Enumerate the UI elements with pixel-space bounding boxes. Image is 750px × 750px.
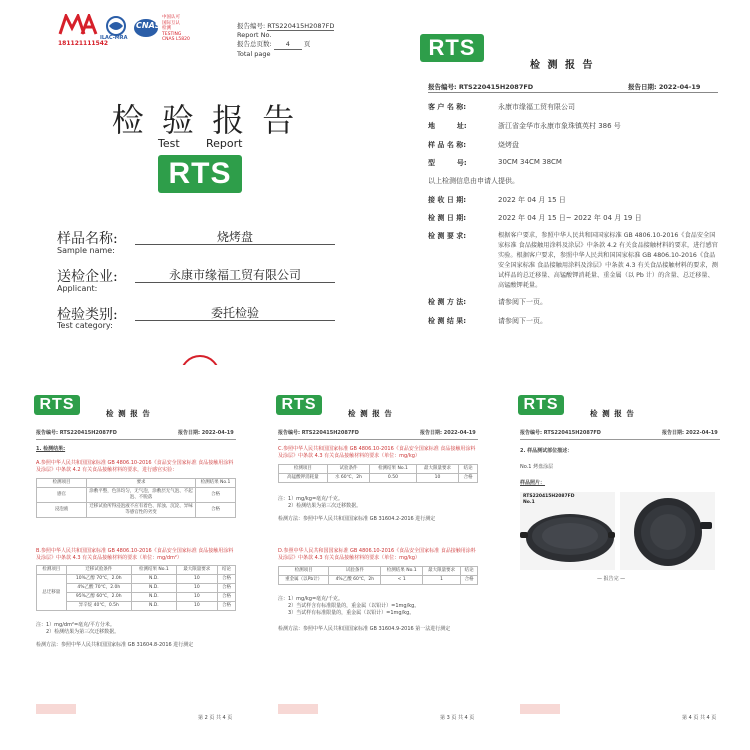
p1-customer-value: 永康市缘福工贸有限公司: [498, 103, 575, 111]
p3-title: 检 测 报 告: [348, 409, 393, 418]
p2-note-2: 2）检测结果为第三次迁移数据。: [46, 629, 120, 635]
p1-report-date: 报告日期: 2022-04-19: [628, 83, 701, 91]
p1-requirement-value: 根据客户要求，参照中华人民共和国国家标准 GB 4806.10-2016《食品安全国家标准 食品接触用涂料及涂层》中条款 4.2 有关食品接触材料的要求，进行感官实验。根据客户要求，参照中华人民共和国国家标准 GB 4806.10-2016《食品安全国家标准 食品接触用涂料及涂层》中条款 4.3 有关食品接触材料的要求，测试样品的总迁移量、高锰酸钾消耗量、重金属（以 Pb 计）的含量、总迁移量、高锰酸钾耗量。: [498, 232, 718, 289]
p1-sample-label: 样 品 名 称:: [428, 141, 467, 149]
table-row: 高锰酸钾消耗量 水 60℃，2h 0.50 10 合格: [279, 474, 478, 483]
rts-logo-p4: RTS: [518, 395, 564, 415]
p4-footer-page: 第 4 页 共 4 页: [682, 715, 717, 721]
p3-footer-page: 第 3 页 共 4 页: [440, 715, 475, 721]
cnas-logo-text: CNAS: [136, 21, 161, 30]
cma-logo-icon: [58, 14, 98, 36]
p1-address-label: 地 址:: [428, 122, 467, 130]
total-pages-value: 4: [274, 40, 302, 50]
cover-page: [0, 0, 375, 345]
p3-note-c-1: 注：1）mg/kg=毫克/千克。: [278, 496, 343, 502]
table-header: 最大限量要求: [422, 567, 460, 576]
category-label: 检验类别:: [57, 307, 118, 323]
table-row: 感官 涂敷平整，色泽均匀，无气泡，涂敷层无气泡、不起泡、不脱落 合格: [37, 488, 236, 503]
p1-received-label: 接 收 日 期:: [428, 196, 467, 204]
cma-badge: [58, 14, 109, 47]
sample-name-value: 烧烤盘: [216, 230, 253, 244]
table-row: 4%乙酸 70℃，2.0h N.D. 10 合格: [37, 584, 236, 593]
p4-title: 检 测 报 告: [590, 409, 635, 418]
p3-note-d-3: 3）当试样有标准限量的，重金属（以铅计）=1mg/kg。: [288, 610, 415, 616]
report-page-3: [270, 390, 485, 735]
table-header: 迁移试验条件: [66, 566, 131, 575]
report-page-2: [28, 390, 243, 735]
cover-title-cn: 检 验 报 告: [111, 101, 299, 139]
total-pages-label: 报告总页数:: [237, 40, 272, 48]
ilac-badge: [100, 16, 132, 42]
p1-tested-label: 检 测 日 期:: [428, 214, 467, 222]
p1-model-value: 30CM 34CM 38CM: [498, 158, 562, 166]
category-value: 委托检验: [210, 306, 259, 320]
p4-footer-stamp: [520, 704, 560, 714]
table-header: 结论: [461, 567, 478, 576]
p1-method-value: 请参阅下一页。: [498, 298, 547, 306]
p3-report-date: 报告日期: 2022-04-19: [420, 430, 476, 436]
table-header: 检测结果 No.1: [131, 566, 176, 575]
rts-logo-p2: RTS: [34, 395, 80, 415]
table-row: 异辛烷 40℃，0.5h N.D. 10 合格: [37, 602, 236, 611]
p4-photo-label: 样品照片：: [520, 480, 546, 486]
p1-method-label: 检 测 方 法:: [428, 298, 467, 306]
p4-photo-caption: RTS220415H2087FD No.1: [523, 494, 575, 505]
report-no-value: RTS220415H2087FD: [267, 22, 335, 30]
table-header: 试验条件: [329, 567, 381, 576]
applicant-label: 送检企业:: [57, 269, 118, 285]
p3-notes-c: [278, 496, 361, 510]
applicant-en: Applicant:: [57, 284, 98, 293]
cnas-badge: [134, 15, 194, 47]
table-header: 检测项目: [279, 465, 328, 474]
table-row: 总迁移量 10%乙醇 70℃，2.0h N.D. 10 合格: [37, 575, 236, 584]
rts-logo-cover: RTS: [158, 155, 242, 193]
report-no-en: Report No.: [237, 31, 272, 39]
p1-requirement-label: 检 测 要 求:: [428, 232, 467, 240]
report-no-label: 报告编号:: [237, 22, 266, 30]
p2-section: 1. 检测结果:: [36, 446, 66, 452]
p1-customer-label: 客 户 名 称:: [428, 103, 467, 111]
p3-footer-stamp: [278, 704, 318, 714]
p3-method-c: 检测方法：参照中华人民共和国国家标准 GB 31604.2-2016 进行测定: [278, 516, 436, 522]
p2-table-a: [36, 478, 236, 518]
p3-note-c-2: 2）检测结果为第三次迁移数据。: [288, 503, 362, 509]
report-no-block: [237, 22, 367, 59]
report-page-1: [420, 30, 725, 350]
table-header: 要求: [87, 479, 196, 488]
p4-sample-part: No.1 烤盘涂层: [520, 464, 554, 470]
p2-report-no: 报告编号: RTS220415H2087FD: [36, 430, 117, 436]
table-header: 检测项目: [37, 566, 67, 575]
applicant-value: 永康市缘福工贸有限公司: [168, 268, 301, 282]
p3-report-no: 报告编号: RTS220415H2087FD: [278, 430, 359, 436]
p1-title: 检 测 报 告: [530, 60, 595, 71]
p1-report-no: 报告编号: RTS220415H2087FD: [428, 83, 534, 91]
cnas-line-1: 中国认可: [162, 15, 180, 20]
rts-logo-p3: RTS: [276, 395, 322, 415]
p4-section: 2. 样品测试部位描述：: [520, 448, 573, 454]
category-underline: [135, 320, 335, 321]
p2-title: 检 测 报 告: [106, 409, 151, 418]
p2-report-date: 报告日期: 2022-04-19: [178, 430, 234, 436]
p3-method-d: 检测方法：参照中华人民共和国国家标准 GB 31604.9-2016 第一法进行测定: [278, 626, 451, 632]
p4-report-date: 报告日期: 2022-04-19: [662, 430, 718, 436]
p4-report-no: 报告编号: RTS220415H2087FD: [520, 430, 601, 436]
p3-note-d-2: 2）当试样含有标准限量的，重金属（以铅计）=1mg/kg。: [288, 603, 420, 609]
sample-name-underline: [135, 244, 335, 245]
p2-table-b: [36, 565, 236, 611]
p3-table-c: [278, 464, 478, 483]
table-header: 检测项目: [37, 479, 87, 488]
p4-photo-2: [620, 492, 715, 570]
p2-notes: [36, 622, 119, 636]
p2-method: 检测方法：参照中华人民共和国国家标准 GB 31604.8-2016 进行测定: [36, 642, 194, 648]
cover-title-en-right: Report: [206, 137, 243, 150]
table-header: 最大限量要求: [416, 465, 459, 474]
table-row: 浸泡液 迁移试验所得浸泡液不应有着色、浑浊、沉淀、异味等感官性的劣变 合格: [37, 503, 236, 518]
table-header: 检测项目: [279, 567, 329, 576]
table-header: 试验条件: [327, 465, 370, 474]
table-header: 结论: [217, 566, 235, 575]
p3-notes-d: [278, 596, 419, 617]
p3-table-c-title: C.参照中华人民共和国国家标准 GB 4806.10-2016《食品安全国家标准 食品接触用涂料及涂层》中条款 4.3 有关食品接触材料的要求（单位：mg/kg）: [278, 446, 476, 459]
cnas-line-2: 国际互认: [162, 20, 180, 26]
table-header: 检测结果 No.1: [381, 567, 423, 576]
p3-table-d: [278, 566, 478, 585]
total-pages-unit: 页: [303, 40, 311, 48]
p2-table-a-title: A.参照中华人民共和国国家标准 GB 4806.10-2016《食品安全国家标准 食品接触用涂料及涂层》中条款 4.2 有关食品接触材料的要求，进行感官实验：: [36, 460, 234, 473]
p1-address-value: 浙江省金华市永康市象珠镇英村 386 号: [498, 122, 621, 130]
total-pages-en: Total page: [237, 50, 271, 58]
p1-result-value: 请参阅下一页。: [498, 317, 547, 325]
cnas-line-3: 检测: [162, 26, 171, 31]
cover-title-en-left: Test: [158, 137, 180, 150]
p2-table-b-title: B.参照中华人民共和国国家标准 GB 4806.10-2016《食品安全国家标准 食品接触用涂料及涂层》中条款 4.3 有关食品接触材料的要求（单位：mg/dm²）: [36, 548, 234, 561]
table-row: 95%乙醇 60℃，2.0h N.D. 10 合格: [37, 593, 236, 602]
applicant-underline: [135, 282, 335, 283]
p1-sample-value: 烧烤盘: [498, 141, 519, 149]
rts-logo-p1: RTS: [420, 34, 484, 62]
p1-note: 以上检测信息由申请人提供。: [428, 177, 519, 185]
p2-footer-stamp: [36, 704, 76, 714]
table-header: 结论: [459, 465, 478, 474]
grill-pan-top-icon: [620, 492, 715, 570]
p1-tested-value: 2022 年 04 月 15 日~ 2022 年 04 月 19 日: [498, 214, 642, 222]
ilac-text: ILAC-MRA: [100, 35, 128, 41]
red-seal-partial: [180, 355, 220, 365]
p4-photo-1: [520, 492, 615, 570]
p4-end-note: — 报告完 —: [597, 576, 626, 582]
table-header: 检测结果 No.1: [370, 465, 416, 474]
sample-name-label: 样品名称:: [57, 231, 118, 247]
table-header: 检测结果 No.1: [196, 479, 236, 488]
table-header: 最大限量要求: [176, 566, 217, 575]
p2-footer-page: 第 2 页 共 4 页: [198, 715, 233, 721]
p3-table-d-title: D.参照中华人民共和国国家标准 GB 4806.10-2016《食品安全国家标准 食品接触用涂料及涂层》中条款 4.3 有关食品接触材料的要求（单位：mg/kg）: [278, 548, 476, 561]
p3-note-d-1: 注：1）mg/kg=毫克/千克。: [278, 596, 343, 602]
cnas-line-5: CNAS L5820: [162, 37, 190, 42]
table-row: 重金属（以Pb计） 4%乙酸 60℃，2h < 1 1 合格: [279, 576, 478, 585]
p1-received-value: 2022 年 04 月 15 日: [498, 196, 566, 204]
p2-note-1: 注：1）mg/dm²=毫克/平方分米。: [36, 622, 115, 628]
sample-name-en: Sample name:: [57, 246, 115, 255]
report-page-4: [512, 390, 727, 735]
cnas-line-4: TESTING: [162, 31, 182, 37]
p1-model-label: 型 号:: [428, 159, 467, 167]
cma-number: 181121111542: [58, 40, 109, 47]
p1-result-label: 检 测 结 果:: [428, 317, 467, 325]
category-en: Test category:: [57, 321, 113, 330]
